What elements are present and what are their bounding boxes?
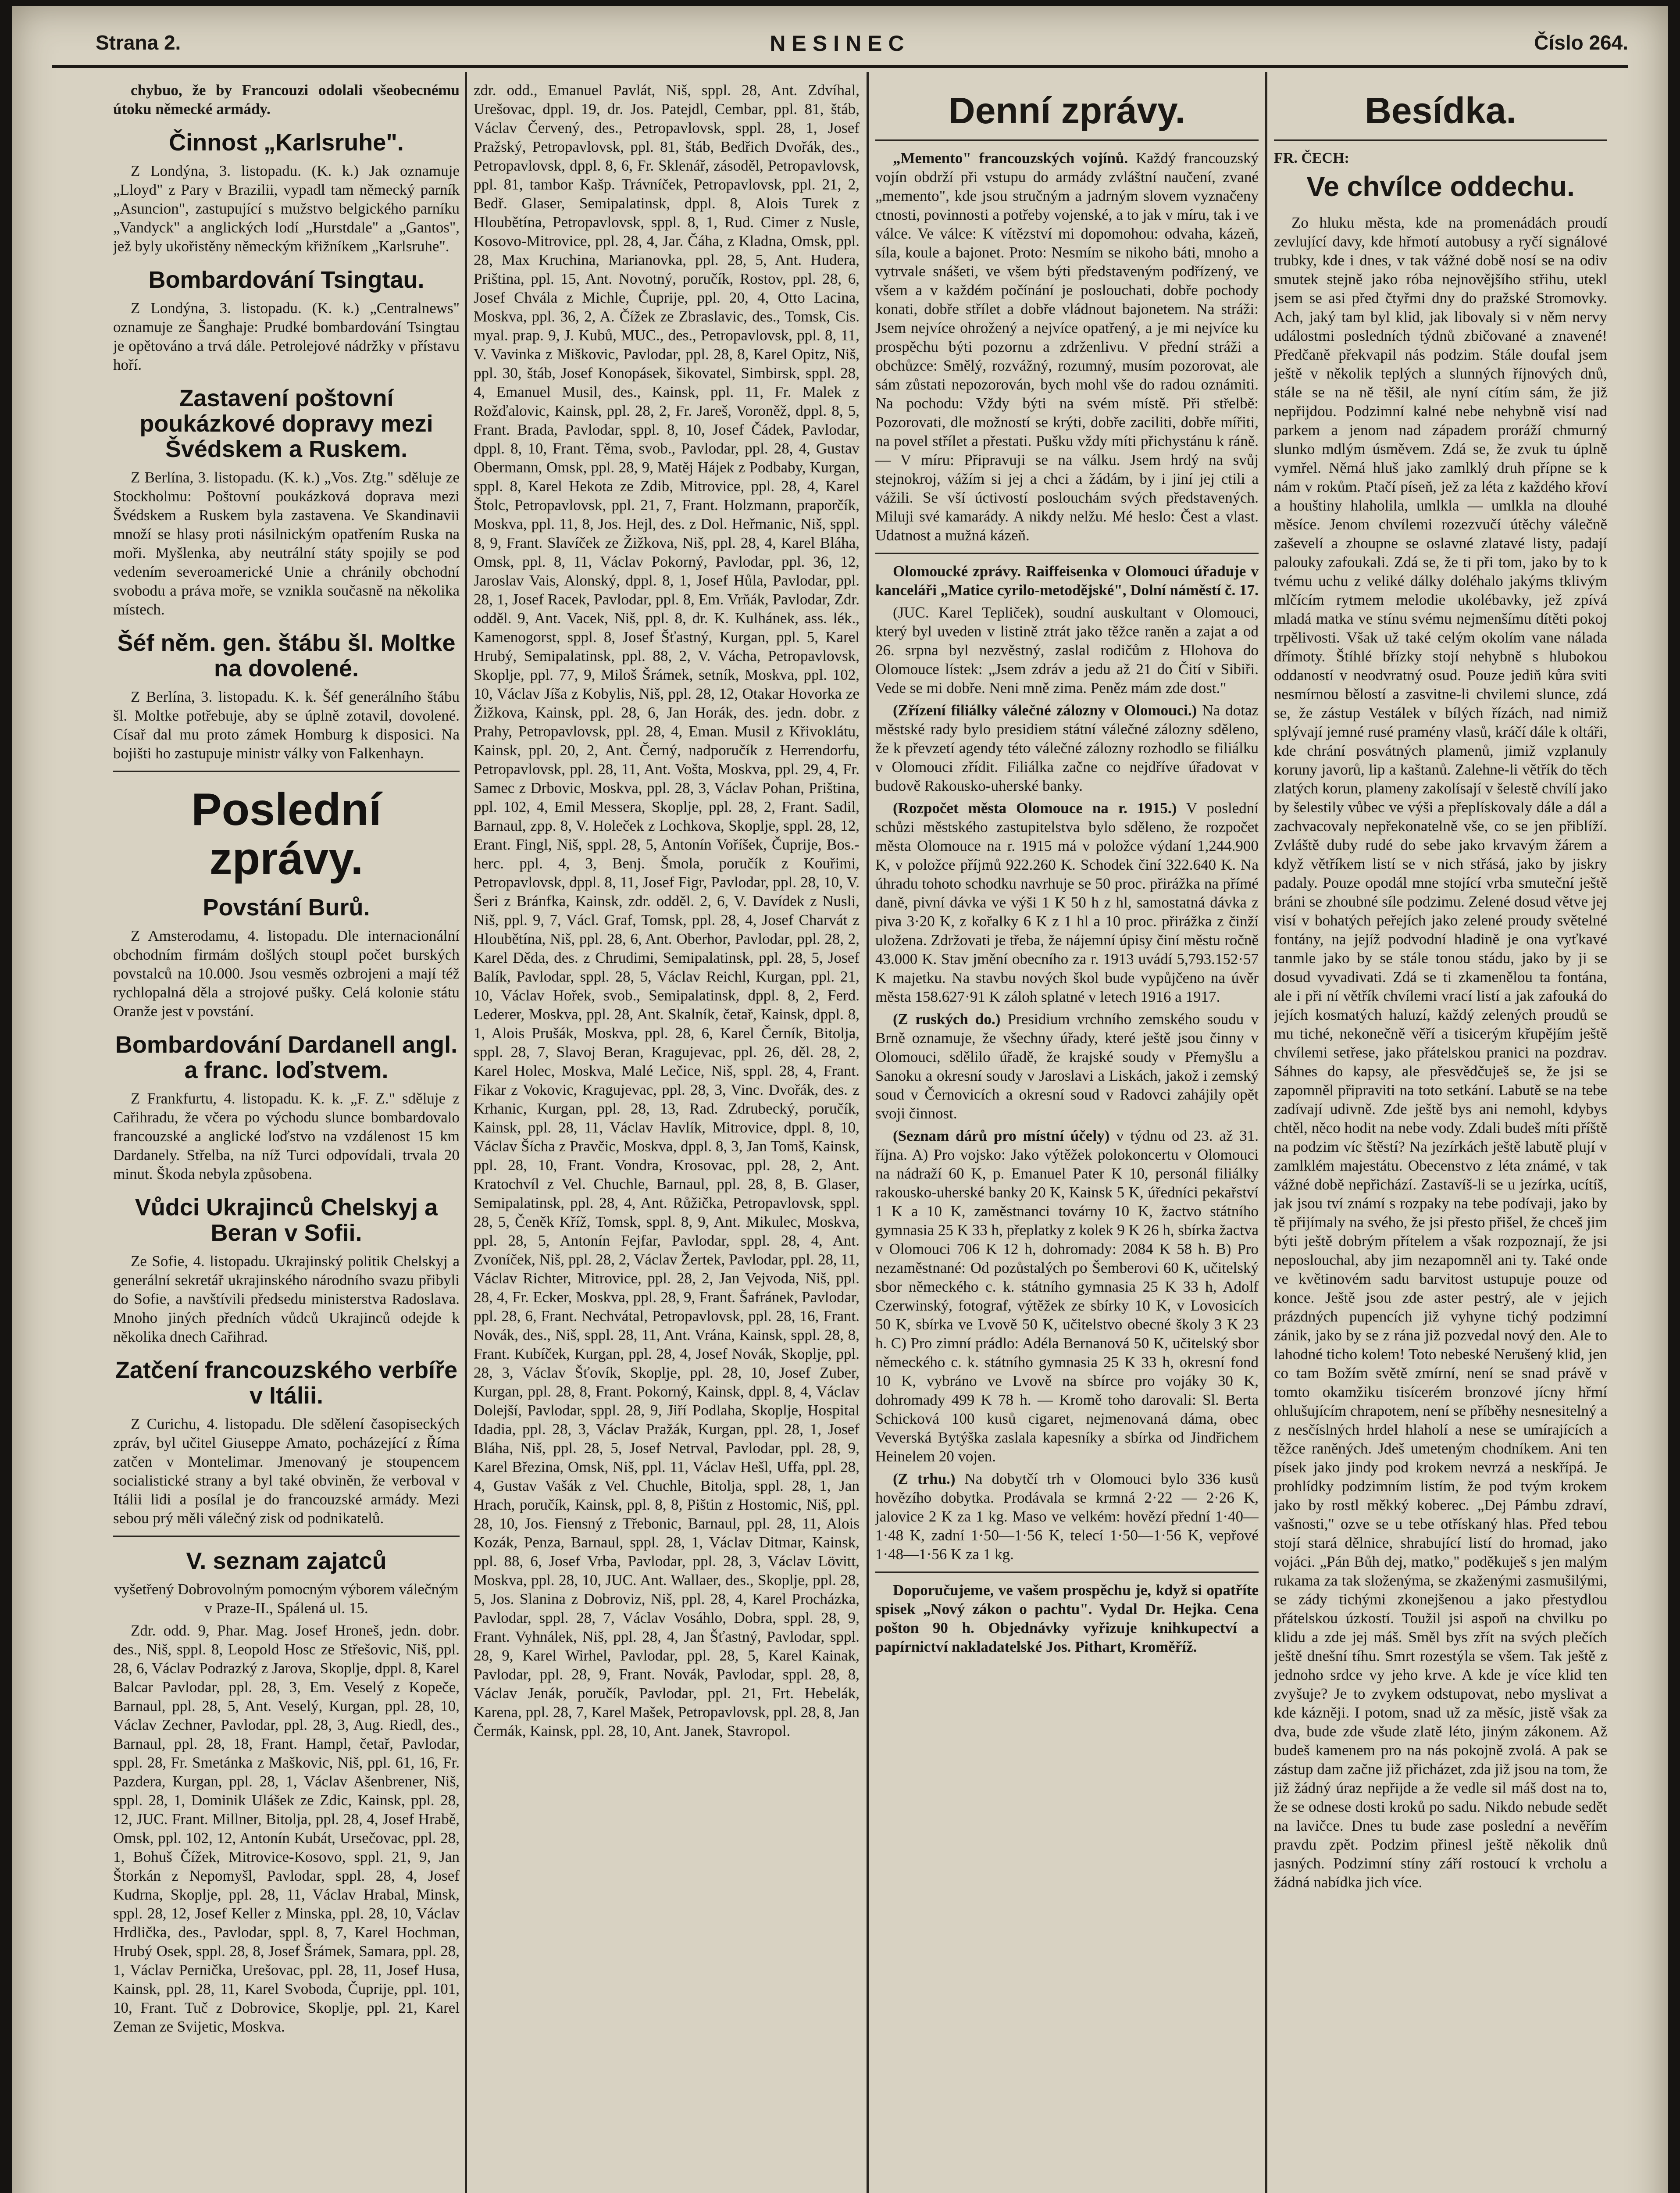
section-rule	[875, 1572, 1259, 1573]
article-text: Z Berlína, 3. listopadu. K. k. Šéf generálního štábu šl. Moltke potřebuje, aby se úplně zotavil, dovolené. Císař dal mu proto zámek Homburg k disposici. Na bojišti ho zastupuje ministr války von Falkenhayn.	[113, 688, 460, 762]
author-byline: FR. ČECH:	[1274, 150, 1349, 166]
section-rule	[113, 1536, 460, 1537]
article-title: V. seznam zajatců	[186, 1548, 387, 1574]
article-title: (Zřízení filiálky válečné zálozny v Olomouci.)	[893, 702, 1197, 719]
advert-text: Doporučujeme, ve vašem prospěchu je, když si opatříte spisek „Nový zákon o pachtu". Vydal Dr. Hejka. Cena pošton 90 h. Objednávky vyřizuje knihkupectví a papírnictví nakladatelské Jos. Pithart, Kroměříž.	[875, 1582, 1259, 1655]
article-title: Olomoucké zprávy. Raiffeisenka v Olomouci úřaduje v kanceláři „Matice cyrilo-metodějské", Dolní náměstí č. 17.	[875, 563, 1259, 599]
story-title: Ve chvílce oddechu.	[1306, 171, 1575, 202]
article-title: Činnost „Karlsruhe".	[169, 129, 404, 156]
article-title: (Rozpočet města Olomouce na r. 1915.)	[893, 800, 1177, 817]
article-body: Presidium vrchního zemského soudu v Brně oznamuje, že všechny úřady, které ještě jsou činny v Olomouci, sdělilo úřadě, že krajské soudy v Přemyšlu a Sanoku a okresní soudy v Jaroslavi a Liskách, jakož i zemský soud v Černovicích a okresní soud v Radovci zahájily opět svoji činnost.	[875, 1011, 1259, 1122]
story-text: Zo hluku města, kde na promenádách proudí zevlující davy, kde hřmotí autobusy a ryčí signálové trubky, kde i dnes, v tak vážné době nosí se na odiv smutek stejně jako róba nejnovějšího střihu, utekl jsem se asi před čtyřmi dny do pražské Stromovky. Ach, jaký tam byl klid, jak libovaly si v něm nervy událostmi posledních týdnů zbičované a znavené! Předčaně překvapil nás podzim. Stále doufal jsem ještě v několik teplých a slunných říjnových dnů, stále se na ně těšil, ale nyní cítím sám, že již nepřijdou. Podzimní kalné nebe nehybně visí nad parkem a jenom nad západem proráží chmurný slunko mdlým úsměvem. Zdá se, že zvuk tu úplně vymřel. Němá hluš jako zamlklý druh přípne se k nám v rokům. Ptačí píseň, jež za léta z každého křoví a houštiny hlaholila, umlkla — umlkla na dlouhé měsíce. Jenom chvílemi rozezvučí útěchy válečně zaševelí a zhoupne se oslavné zlatavé listy, padají palouky zafoukali. Zdá se, že ti při tom, jako by to k tvému uchu z veliké dálky doléhalo jakýms tklivým mlčícím rytmem melodie ukolébavky, jež zpívá mladá matka ve stínu svému nejmenšímu dítěti pokoj trpělivosti. Však už také celým okolím vane nálada dřímoty. Štíhlé břízky stojí nehybně s hlubokou oddaností v neodvratný osud. Pouze jediň kůra sviti nesmírnou bělostí a zasvitne-li chvilemi slunce, zdá se, že zástup Vestálek v bílých řízách, nad nimiž splývají jemné rusé pramény vlasů, kráčí dále k oltáři, kde chrání posvátných plamenů, jimiž vzplanuly koruny javorů, lip a kaštanů. Zalehne-li větřík do těch zlatých korun, plameny zakolísají v šelestě chvílí jako by šelestily vůbec ve výši a přeplískovaly dále a dál a zachvacovaly nepřekonatelně vše, co se jen přiblíží. Zvláště duby rudé do sebe jako krvavým žárem a když větříkem listí se v nich střásá, jako by jiskry padaly. Pouze opodál mne stojící vrba smuteční ještě bráni se zhoubné síle podzimu. Zelené dosud větve jej visí v bohatých peřejích jako zelené proudy světelné fontány, na jejíž podvodní hladině je ona vyťkavé tanmle jako by se stále tonou stádu, jako by ji se dosud vyvadivati. Zdá se ti zkamenělou ta fontána, ale i při ní větřík chvílemi vrací listí a jak zafouká do jejích kosmatých haluzí, každý zelených proudů se mu tiché, nekonečně věří a tisicerým křupějím ještě chvílemi setřese, jako přátelskou pranici na pozdrav. Sáhnes do kapsy, ale přesvědčuješ se, že jsi se zapomněl připraviti na toto setkání. Labutě se na tebe zadívají udivně. Zde ještě bys ani nemohl, kdybys chtěl, něco hodit na nebe vody. Zdali budeš míti příště na podzim víc štěstí? Na jezírkách ještě labutě plují v zamlklém majestátu. Obecenstvo z léta známé, v tak vážné době nepřichází. Zastavíš-li se u jezírka, ucítíš, jak jsou tví známí s rozpaky na tebe podívaji, jako by tě přijímaly na svého, že jsi přesto přišel, že chceš jim býti ještě dobrým přítelem a však rozpoznají, že jsi neposlouchal, aby jim nezapomněl ani ty. Také onde ve květinovém sadu barvitost ustupuje pouze od konce. Ještě jsou zde aster pestrý, ale v jejich prázdných pupencích již vyhyne tichý podzimní zánik, jako by se z rána již pozvedal nový den. Ale to lahodné ticho kolem! Toto nebeské Nerušený klid, jen co tam Božím světě zmírní, není se snad právě v tomto okamžiku tisícerém bronzové jícny hřmí ohlušujícím chrapotem, není se příběhy nesnesitelný a z nesčíslných hrdel hlaholí a nese se umírajících a těžce raněných. Jdeš umeteným chodníkem. Ani ten písek jako jindy pod krokem nevrzá a neskřípá. Je prohlídky podzimním listím, že pod tvým krokem jako by rostl měkký koberec. „Dej Pámbu zdraví, vašnosti," ozve se u tebe otřískaný hlas. Před tebou stojí stará dělnice, shrabující listí do hromad, jako vojáci. „Pán Bůh dej, matko," poděkuješ s jen malým rukama za tak složenýma, se zkaženými zasmušilými, se zády tichými zkonejšenou a jako přestydlou přátelskou úzkostí. Toužil jsi aspoň na chvilku po klidu a zde jej máš. Směl bys zřít na svých plečích ještě dnešní tíhu. Smrt rozestýla se všem. Tak ještě z jednoho srdce vy jeho krve. A kde je více klid ten zvyšuje? Je to zvykem odstupovat, nebo myslivat a kde kázněji. I potom, snad už za měsíc, jistě však za dva, bude zde všude zlatě léto, jiným zákonem. Až budeš kamenem pro na nás pokojně zvolá. A pak se zástup dam začne již přicházet, zda již jsou na tom, že již žádný úraz nepřijde a že vedle sil máš dost na to, že se odnese dosti kroků po sadu. Nikdo nebude sedět na lavičce. Dnes tu bude zase poslední a nevěřím pravdu zpět. Podzim přinesl ještě několik dnů jasných. Podzimní stíny září rostoucí k vrcholu a žádná nabídka jich více.	[1274, 214, 1607, 1891]
article-text: vyšetřený Dobrovolným pomocným výborem válečným v Praze-II., Spálená ul. 15.	[114, 1581, 459, 1617]
section-rule	[875, 139, 1259, 141]
article-title: Bombardování Dardanell angl. a franc. loďstvem.	[115, 1032, 458, 1083]
section-rule	[875, 553, 1259, 554]
article-text	[875, 701, 1259, 795]
section-title: Besídka.	[1365, 90, 1516, 131]
article-body: Každý francouzský vojín obdrží při vstupu do armády zvláštní naučení, zvané „memento", kde jsou stručným a jadrným slovem vyznačeny ctnosti, povinnosti a potřeby vojenské, a to jak v míru, tak i ve válce. Ve válce: K vítězství mi dopomohou: odvaha, kázeň, síla, koule a bajonet. Proto: Nesmím se nikoho báti, mnoho a vytrvale snášeti, ve všem býti představeným podřízený, ve všem a v každém počínání je poslouchati, dobře pochody konati, dobře střílet a dobře vládnout bajonetem. Na stráži: Jsem nejvíce ohrožený a nejvíce opatřený, a je mi nejvíce ku prospěchu býti pozornu a zdrženlivu. V přední stráži a obchůzce: Smělý, rozvážný, rozumný, musím pozorovat, ale sám zůstati nepozorován, bych mohl vše do radou oznámiti. Na pochodu: Vždy býti na svém místě. Při střelbě: Pozorovati, dle možností se krýti, dobře zaciliti, dobře mířiti, na povel střílet a přestati. Pušku vždy míti přichystánu k ráně. — V míru: Připravuji se na válku. Jsem hrdý na svůj stejnokroj, vážím si jej a chci a žádám, by i jiní jej ctili a vážili. Se vší úctivostí poslouchám svých představených. Miluji své kamarády. A nikdy nelžu. Mé heslo: Čest a vlast. Udatnost a mužná kázeň.	[875, 150, 1259, 544]
article-body: Na dotaz městské rady bylo presidiem státní válečné zálozny sděleno, že k převzetí agendy této válečné zálozny rozhodlo se filiálku v Olomouci zřídit. Filiálka začne co nejdříve úřadovat v budově Rakousko-uherské banky.	[875, 702, 1259, 794]
article-text: (JUC. Karel Tepliček), soudní auskultant v Olomouci, který byl uveden v listině ztrát jako těžce raněn a zajat a od 26. srpna byl nezvěstný, zaslal rodičům z Hlohova do Olomouce lístek: „Jsem zdráv a jedu až 21 do Čití v Sibiři. Vede se mi dobře. Neni mně zima. Peněz mám zde dost."	[875, 604, 1259, 696]
article-text	[875, 149, 1259, 545]
article-text	[875, 1126, 1259, 1466]
column-divider	[1265, 72, 1267, 2193]
column-3	[875, 81, 1259, 2193]
article-text: Z Amsterodamu, 4. listopadu. Dle internacionální obchodním firmám došlých stoupl počet burských povstalců na 10.000. Jsou vesměs ozbrojeni a mají též rychlopalná děla a strojové pušky. Celá kolonie státu Oranže jest v povstání.	[113, 927, 460, 1020]
column-4	[1274, 81, 1607, 2193]
section-rule	[1274, 139, 1607, 141]
article-title: „Memento" francouzských vojínů.	[893, 150, 1128, 167]
section-title: Poslední zprávy.	[191, 784, 382, 884]
article-text	[875, 799, 1259, 1006]
article-body: Na dobytčí trh v Olomouci bylo 336 kusů hovězího dobytka. Prodávala se krmná 2·22 — 2·26 K, jalovice 2 K za 1 kg. Maso ve velkém: hovězí přední 1·40—1·48 K, zadní 1·50—1·56 K, telecí 1·50—1·56 K, vepřové 1·48—1·56 K za 1 kg.	[875, 1470, 1259, 1563]
article-text: Ze Sofie, 4. listopadu. Ukrajinský politik Chelskyj a generální sekretář ukrajinského národního svazu přibyli do Sofie, a navštívili předsedu ministerstva Radoslava. Mnoho jiných předních vůdců Ukrajinců odejde k několika dnech Cařihrad.	[113, 1253, 460, 1345]
article-title: Povstání Burů.	[203, 894, 370, 921]
article-title: Zastavení poštovní poukázkové dopravy mezi Švédskem a Ruskem.	[139, 385, 433, 462]
article-title: (Z trhu.)	[893, 1470, 956, 1487]
article-text: Z Curichu, 4. listopadu. Dle sdělení časopiseckých zpráv, byl učitel Giuseppe Amato, pocházející z Říma zatčen v Montelimar. Jmenovaný je stoupencem socialistické strany a byl také obviněn, že verboval v Itálii lidi a posílal je do francouzské armády. Mezi sebou prý měli válečný zisk od podnikatelů.	[113, 1415, 460, 1527]
article-title: Bombardování Tsingtau.	[148, 267, 424, 293]
article-text: Z Londýna, 3. listopadu. (K. k.) Jak oznamuje „Lloyd" z Pary v Brazilii, vypadl tam německý parník „Asuncion", zastupující s mužstvo belgického parníku „Vandyck" a anglických lodí „Hurstdale" a „Gantos", jež byly ukořistěny německým křižníkem „Karlsruhe".	[113, 162, 460, 255]
prisoner-list: zdr. odd., Emanuel Pavlát, Niš, sppl. 28, Ant. Zdvíhal, Urešovac, dppl. 19, dr. Jos. Patejdl, Cembar, ppl. 81, štáb, Václav Červený, des., Petropavlovsk, sppl. 28, 1, Josef Pražský, Petropavlovsk, ppl. 81, štáb, Bedřich Dvořák, des., Petropavlovsk, dppl. 8, 6, Fr. Sklenář, zásoděl, Petropavlovsk, ppl. 81, tambor Kašp. Trávníček, Petropavlovsk, ppl. 21, 2, Bedř. Glaser, Semipalatinsk, dppl. 8, Alois Turek z Hloubětína, Petropavlovsk, sppl. 8, 1, Rud. Cimer z Nusle, Kosovo-Mitrovice, ppl. 28, 4, Jar. Čáha, z Kladna, Omsk, ppl. 28, Max Kruchina, Marianovka, ppl. 28, 5, Ant. Hudera, Priština, ppl. 15, Ant. Novotný, poručík, Rostov, ppl. 28, 6, Josef Chvála z Michle, Čuprije, ppl. 20, 4, Otto Lacina, Moskva, ppl. 36, 2, A. Čížek ze Zbraslavic, des., Tomsk, Cis. myal. prap. 9, J. Kubů, MUC., des., Petropavlovsk, ppl. 8, 11, V. Vavinka z Miškovic, Pavlodar, ppl. 28, 8, Karel Opitz, Niš, ppl. 30, štáb, Josef Konopásek, šikovatel, Simbirsk, sppl. 28, 4, Emanuel Musil, des., Kainsk, ppl. 11, Fr. Malek z Rožďalovic, Kainsk, ppl. 28, 2, Fr. Jareš, Voroněž, dppl. 8, 5, Frant. Brada, Pavlodar, sppl. 8, 10, Josef Čádek, Pavlodar, dppl. 8, 10, Frant. Těma, svob., Pavlodar, ppl. 28, 4, Gustav Obermann, Omsk, ppl. 28, 9, Matěj Hájek z Podbaby, Kurgan, sppl. 8, Karel Hekota ze Zdib, Mitrovice, ppl. 28, 4, Karel Štolc, Petropavlovsk, ppl. 21, 7, Frant. Holzmann, praporčík, Moskva, ppl. 11, 8, Jos. Hejl, des. z Dol. Heřmanic, Niš, sppl. 8, 9, Frant. Slavíček ze Žižkova, Niš, ppl. 28, 4, Karel Bláha, Omsk, ppl. 8, 11, Václav Pokorný, Pavlodar, ppl. 36, 12, Jaroslav Vais, Alonský, dppl. 8, 1, Josef Hůla, Pavlodar, ppl. 28, 1, Josef Racek, Pavlodar, ppl. 8, Em. Vrňák, Pavlodar, Zdr. odděl. 9, Ant. Vacek, Niš, ppl. 8, dr. K. Kulhánek, ass. lék., Kamenogorst, sppl. 8, Josef Šťastný, Kurgan, ppl. 5, Karel Hrubý, Semipalatinsk, ppl. 88, 2, V. Vácha, Petropavlovsk, Skoplje, ppl. 77, 9, Miloš Šrámek, setník, Moskva, ppl. 102, 10, Václav Jíša z Kobylis, Niš, ppl. 28, 12, Otakar Hovorka ze Žižkova, Kainsk, ppl. 28, 6, Jan Horák, des. jedn. dobr. z Prahy, Petropavlovsk, ppl. 28, 4, Eman. Musil z Křivoklátu, Kainsk, ppl. 20, 2, Ant. Černý, nadporučík z Herrendorfu, Petropavlovsk, ppl. 28, 11, Ant. Vošta, Moskva, ppl. 29, 4, Fr. Samec z Drbovic, Moskva, ppl. 28, 3, Václav Pohan, Priština, ppl. 102, 4, Emil Messera, Skoplje, ppl. 28, 2, Frant. Sadil, Barnaul, zpp. 8, V. Holeček z Lochkova, Skoplje, sppl. 28, 12, Erant. Fingl, Niš, sppl. 28, 5, Antonín Voříšek, Čuprije, Bos.-herc. ppl. 4, 3, Benj. Šmola, poručík z Kouřimi, Petropavlovsk, dppl. 8, 11, Josef Figr, Pavlodar, ppl. 28, 10, V. Šeri z Bránfka, Kainsk, zdr. odděl. 2, 6, V. Davídek z Nusli, Niš, ppl. 9, 7, Václ. Graf, Tomsk, ppl. 28, 4, Josef Charvát z Hloubětína, Niš, ppl. 28, 6, Ant. Oberhor, Pavlodar, ppl. 28, 2, Karel Děda, des. z Chrudimi, Semipalatinsk, ppl. 28, 5, Josef Balík, Pavlodar, sppl. 28, 5, Václav Reichl, Kurgan, ppl. 21, 10, Václav Hořek, svob., Semipalatinsk, dppl. 8, 2, Ferd. Lederer, Moskva, ppl. 28, Ant. Skalník, četař, Kainsk, dppl. 8, 1, Alois Prušák, Moskva, ppl. 28, 6, Karel Černík, Bitolja, sppl. 28, 7, Slavoj Beran, Kragujevac, ppl. 26, děl. 28, 2, Karel Holec, Moskva, Malé Lečice, Niš, sppl. 28, 4, Frant. Fikar z Vokovic, Kragujevac, ppl. 28, 3, Vinc. Dvořák, des. z Krhanic, Kurgan, ppl. 28, 13, Rad. Zdrubecký, poručík, Kainsk, ppl. 28, 11, Václav Havlík, Mitrovice, dppl. 8, 10, Václav Šícha z Pravčic, Moskva, dppl. 8, 3, Jan Tomš, Kainsk, ppl. 28, 10, Frant. Vondra, Krosovac, ppl. 28, 2, Ant. Kratochvíl z Vel. Chuchle, Barnaul, ppl. 28, 8, B. Glaser, Semipalatinsk, ppl. 28, 4, Ant. Růžička, Petropavlovsk, sppl. 28, 5, Čeněk Kříž, Tomsk, sppl. 8, 9, Ant. Mikulec, Moskva, ppl. 28, 5, Antonín Fejfar, Pavlodar, sppl. 28, 4, Ant. Zvoníček, Niš, ppl. 28, 2, Václav Žertek, Pavlodar, ppl. 28, 11, Václav Richter, Mitrovice, ppl. 28, 2, Jan Vejvoda, Niš, ppl. 28, 4, Fr. Ecker, Moskva, ppl. 28, 9, Frant. Šafránek, Pavlodar, ppl. 28, 6, Frant. Nechvátal, Petropavlovsk, ppl. 28, 16, Frant. Novák, des., Niš, sppl. 28, 11, Ant. Vrána, Kainsk, sppl. 28, 8, Frant. Kubíček, Kurgan, ppl. 28, 4, Josef Novák, Skoplje, ppl. 28, 3, Václav Šťovík, Skoplje, ppl. 28, 10, Josef Zuber, Kurgan, ppl. 28, 8, Frant. Pokorný, Kainsk, dppl. 8, 4, Václav Dolejší, Pavlodar, sppl. 28, 9, Jiří Podlaha, Skoplje, Hospital Idadia, ppl. 28, 3, Václav Pražák, Kurgan, ppl. 28, 1, Josef Bláha, Niš, ppl. 28, 5, Josef Netrval, Pavlodar, ppl. 28, 9, Karel Březina, Omsk, Niš, ppl. 11, Václav Hešl, Uffa, ppl. 28, 4, Gustav Vašák z Vel. Chuchle, Bitolja, sppl. 28, 1, Jan Hrach, poručík, Kainsk, ppl. 8, 8, Pištin z Hostomic, Niš, ppl. 28, 10, Jos. Fiensný z Třebonic, Barnaul, ppl. 28, 11, Alois Kozák, Penza, Barnaul, sppl. 28, 1, Václav Ditmar, Kainsk, ppl. 88, 6, Josef Vrba, Pavlodar, ppl. 28, 3, Václav Lövitt, Moskva, ppl. 28, 10, JUC. Ant. Wallaer, des., Skoplje, ppl. 28, 5, Jos. Slanina z Dobroviz, Niš, ppl. 28, 4, Karel Procházka, Pavlodar, sppl. 28, 7, Václav Vosáhlo, Dobra, sppl. 28, 9, Frant. Vyhnálek, Niš, ppl. 28, 4, Jan Šťastný, Pavlodar, sppl. 28, 9, Karel Wirhel, Pavlodar, ppl. 28, 5, Karel Kainak, Pavlodar, ppl. 28, 9, Frant. Novák, Pavlodar, sppl. 28, 8, Václav Jenák, poručík, Pavlodar, ppl. 21, Frt. Hebelák, Karena, ppl. 28, 7, Karel Mašek, Petropavlovsk, ppl. 28, 8, Jan Čermák, Kainsk, ppl. 28, 10, Ant. Janek, Stavropol.	[474, 82, 860, 1739]
article-text	[875, 1469, 1259, 1564]
column-2	[474, 81, 860, 2193]
issue-number: Číslo 264.	[1534, 31, 1628, 54]
paper-title: NESINEC	[770, 31, 910, 56]
article-body: v týdnu od 23. až 31. října. A) Pro vojsko: Jako výtěžek polokoncertu v Olomouci na nádraží 60 K, p. Emanuel Pater K 10, personál filiálky rakousko-uherské banky 20 K, Kainsk 5 K, úředníci pekařství 1 K a 10 K, zaměstnanci továrny 10 K, žactvo státního gymnasia 25 K 33 h, přeplatky z kolek 9 K 26 h, sbírka žactva v Olomouci 706 K 12 h, dohromady: 2084 K 58 h. B) Pro nezaměstnané: Od pozůstalých po Šemberovi 60 K, učitelský sbor německého c. k. státního gymnasia 25 K 33 h, Adolf Czerwinský, fotograf, výtěžek ze sbírky 10 K, v Lovosicích 50 K, sbírka ve Lvově 50 K, učitelstvo obecné školy 3 K 23 h. C) Pro zimní prádlo: Adéla Bernanová 50 K, učitelský sbor německého c. k. státního gymnasia 25 K 33 h, okresní fond 10 K, vybráno ve Lvově na sbírce pro vojáky 30 K, dohromady 499 K 78 h. — Kromě toho darovali: Sl. Berta Schicková 100 kusů cigaret, nejmenovaná dáma, obec Veverská Bytýška zaslala kapesníky a sbírka od Jindřichem Heinelem 20 vojen.	[875, 1127, 1259, 1465]
article-title: Zatčení francouzského verbíře v Itálii.	[115, 1357, 458, 1409]
column-1	[113, 81, 460, 2193]
lead-text: chybuo, že by Francouzi odolali všeobecnému útoku německé armády.	[113, 82, 460, 118]
header-rule	[52, 65, 1628, 68]
newspaper-page	[12, 6, 1668, 2193]
article-title: Vůdci Ukrajinců Chelskyj a Beran v Sofii.	[135, 1194, 438, 1246]
article-text: Z Londýna, 3. listopadu. (K. k.) „Centralnews" oznamuje ze Šanghaje: Prudké bombardování Tsingtau je opětováno a trvá dále. Petrolejové nádržky v přístavu hoří.	[113, 300, 460, 373]
prisoner-list: Zdr. odd. 9, Phar. Mag. Josef Hroneš, jedn. dobr. des., Niš, sppl. 8, Leopold Hosc ze Střešovic, Niš, ppl. 28, 6, Václav Podrazký z Jarova, Skoplje, dppl. 8, Karel Balcar Pavlodar, ppl. 28, 3, Em. Veselý z Kopeče, Barnaul, ppl. 28, 5, Ant. Veselý, Kurgan, ppl. 28, 10, Václav Zechner, Pavlodar, ppl. 28, 3, Aug. Riedl, des., Barnaul, ppl. 28, 18, Frant. Hampl, četař, Pavlodar, sppl. 28, Fr. Smetánka z Maškovic, Niš, ppl. 61, 16, Fr. Pazdera, Kurgan, ppl. 28, 1, Václav Ašenbrener, Niš, sppl. 28, 1, Dominik Ulášek ze Zdic, Kainsk, ppl. 28, 12, JUC. Frant. Millner, Bitolja, ppl. 28, 4, Josef Hrabě, Omsk, ppl. 102, 12, Antonín Kubát, Ursečovac, ppl. 28, 1, Bohuš Čížek, Mitrovice-Kosovo, sppl. 21, 9, Jan Štorkán z Nepomyšl, Pavlodar, sppl. 28, 4, Josef Kudrna, Skoplje, ppl. 28, 11, Václav Hrabal, Minsk, sppl. 28, 12, Josef Keller z Minska, ppl. 28, 10, Václav Hrdlička, des., Pavlodar, sppl. 8, 7, Karel Hochman, Hrubý Osek, sppl. 28, 8, Josef Šrámek, Samara, ppl. 28, 1, Václav Pernička, Urešovac, ppl. 28, 11, Josef Husa, Kainsk, ppl. 28, 11, Karel Svoboda, Čuprije, ppl. 101, 10, Frant. Tuč z Dobrovice, Skoplje, ppl. 21, Karel Zeman ze Svijetic, Moskva.	[113, 1622, 460, 2035]
section-rule	[113, 771, 460, 772]
article-title: (Seznam dárů pro místní účely)	[893, 1127, 1110, 1144]
column-divider	[867, 72, 869, 2193]
article-title: Šéf něm. gen. štábu šl. Moltke na dovolené.	[117, 630, 456, 682]
article-text: Z Berlína, 3. listopadu. (K. k.) „Vos. Ztg." sděluje ze Stockholmu: Poštovní poukázková doprava mezi Švédskem a Ruskem byla zastavena. Ve Skandinavii množí se hlasy proti násilnickým opatřením Ruska na moři. Myšlenka, aby neutrální státy spojily se pod vedením severoamerické Unie a chránily obchodní svobodu a práva moře, se vznikla současně na několika místech.	[113, 469, 460, 618]
article-text	[875, 1010, 1259, 1123]
column-divider	[465, 72, 467, 2193]
page-header	[43, 18, 1637, 58]
section-title: Denní zprávy.	[949, 90, 1185, 131]
page-number: Strana 2.	[96, 31, 181, 54]
article-title: (Z ruských do.)	[893, 1011, 1001, 1028]
article-body: V poslední schůzi městského zastupitelstva bylo sděleno, že rozpočet města Olomouce na r. 1915 má v položce výdaní 1,244.900 K, v položce příjmů 922.260 K. Schodek činí 322.640 K. Na úhradu tohoto schodku navrhuje se 50 proc. přirážka na přímé daně, pivní dávka ve výši 1 K 50 h z hl, samostatná dávka z piva 3·20 K, z kořalky 6 K z 1 hl a 10 proc. přirážka z činží uložena. Zdržovati je třeba, že nájemní úpisy činí městu ročně 43.000 K. Stav jmění obecního za r. 1913 uvádí 5,793.152·57 K majetku. Na stavbu nových škol bude vypůjčeno na úvěr města 158.627·91 K záloh splatné v letech 1916 a 1917.	[875, 800, 1259, 1005]
article-text: Z Frankfurtu, 4. listopadu. K. k. „F. Z." sděluje z Cařihradu, že včera po východu slunce bombardovalo francouzské a anglické loďstvo na vzdálenost 15 km Dardanely. Střelba, na níž Turci odpovídali, trvala 20 minut. Škoda nebyla způsobena.	[113, 1090, 460, 1182]
